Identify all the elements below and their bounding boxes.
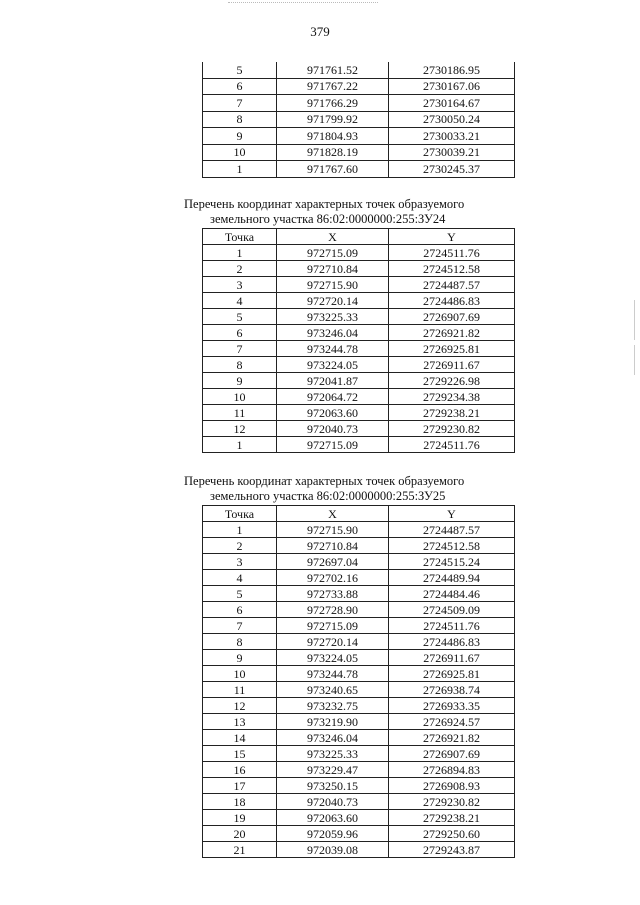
cell-y: 2730186.95 [389, 62, 515, 78]
cell-x: 972063.60 [277, 405, 389, 421]
scan-edge-mark [634, 300, 635, 340]
cell-x: 972039.08 [277, 842, 389, 858]
cell-y: 2729238.21 [389, 405, 515, 421]
cell-x: 972720.14 [277, 634, 389, 650]
cell-x: 972710.84 [277, 261, 389, 277]
cell-point: 6 [203, 602, 277, 618]
cell-point: 1 [203, 245, 277, 261]
cell-y: 2726938.74 [389, 682, 515, 698]
cell-x: 971767.60 [277, 161, 389, 178]
cell-y: 2724484.46 [389, 586, 515, 602]
cell-y: 2729226.98 [389, 373, 515, 389]
cell-x: 972702.16 [277, 570, 389, 586]
table-heading-line: Перечень координат характерных точек образуемого [184, 474, 465, 488]
cell-x: 971799.92 [277, 111, 389, 128]
cell-x: 972715.90 [277, 277, 389, 293]
cell-y: 2724512.58 [389, 261, 515, 277]
table-row [203, 682, 515, 698]
cell-point: 12 [203, 698, 277, 714]
table-row [203, 650, 515, 666]
table-row [203, 634, 515, 650]
cell-x: 972715.09 [277, 618, 389, 634]
cell-point: 3 [203, 554, 277, 570]
cell-point: 11 [203, 682, 277, 698]
cell-point: 13 [203, 714, 277, 730]
cell-y: 2724515.24 [389, 554, 515, 570]
cell-x: 972697.04 [277, 554, 389, 570]
cell-point: 11 [203, 405, 277, 421]
cell-x: 973224.05 [277, 650, 389, 666]
cell-x: 972715.09 [277, 437, 389, 453]
cell-y: 2724512.58 [389, 538, 515, 554]
table-header-row [203, 506, 515, 522]
header-point: Точка [203, 506, 277, 522]
table-row [203, 762, 515, 778]
cell-y: 2729243.87 [389, 842, 515, 858]
cell-point: 1 [203, 522, 277, 538]
cell-y: 2724511.76 [389, 437, 515, 453]
cell-y: 2730039.21 [389, 144, 515, 161]
table-heading-line: земельного участка 86:02:0000000:255:ЗУ25 [210, 489, 446, 503]
cell-point: 12 [203, 421, 277, 437]
cell-y: 2726911.67 [389, 357, 515, 373]
table-row [203, 421, 515, 437]
cell-y: 2724511.76 [389, 618, 515, 634]
coordinates-table-continued [202, 62, 515, 178]
cell-y: 2729250.60 [389, 826, 515, 842]
cell-point: 2 [203, 261, 277, 277]
coordinates-table-zu25 [202, 505, 515, 858]
cell-point: 2 [203, 538, 277, 554]
cell-point: 5 [203, 586, 277, 602]
table-row [203, 618, 515, 634]
table-row [203, 405, 515, 421]
cell-x: 972733.88 [277, 586, 389, 602]
cell-point: 18 [203, 794, 277, 810]
table-row [203, 586, 515, 602]
table-row [203, 325, 515, 341]
table-row [203, 309, 515, 325]
cell-point: 8 [203, 357, 277, 373]
cell-x: 971767.22 [277, 78, 389, 95]
cell-x: 972728.90 [277, 602, 389, 618]
cell-y: 2724486.83 [389, 634, 515, 650]
cell-y: 2730245.37 [389, 161, 515, 178]
cell-y: 2729238.21 [389, 810, 515, 826]
cell-x: 973224.05 [277, 357, 389, 373]
cell-y: 2726894.83 [389, 762, 515, 778]
cell-point: 1 [203, 437, 277, 453]
cell-y: 2724487.57 [389, 277, 515, 293]
table-row [203, 698, 515, 714]
table-row [203, 78, 515, 95]
table-row [203, 554, 515, 570]
table-heading-zu24 [184, 197, 484, 227]
cell-point: 6 [203, 325, 277, 341]
cell-y: 2730050.24 [389, 111, 515, 128]
table-heading-zu25 [184, 474, 484, 504]
cell-y: 2729234.38 [389, 389, 515, 405]
cell-point: 10 [203, 144, 277, 161]
cell-y: 2726911.67 [389, 650, 515, 666]
cell-point: 7 [203, 618, 277, 634]
cell-y: 2726907.69 [389, 309, 515, 325]
cell-point: 9 [203, 373, 277, 389]
cell-point: 6 [203, 78, 277, 95]
cell-y: 2726933.35 [389, 698, 515, 714]
cell-x: 972059.96 [277, 826, 389, 842]
cell-x: 973250.15 [277, 778, 389, 794]
table-row [203, 714, 515, 730]
cell-x: 972715.90 [277, 522, 389, 538]
table-row [203, 161, 515, 178]
cell-y: 2726908.93 [389, 778, 515, 794]
table-row [203, 128, 515, 145]
table-row [203, 277, 515, 293]
scan-edge-mark [634, 345, 635, 375]
cell-y: 2724511.76 [389, 245, 515, 261]
cell-point: 3 [203, 277, 277, 293]
table-row [203, 245, 515, 261]
cell-y: 2726921.82 [389, 325, 515, 341]
cell-x: 973246.04 [277, 730, 389, 746]
cell-point: 9 [203, 128, 277, 145]
table-row [203, 341, 515, 357]
cell-y: 2724487.57 [389, 522, 515, 538]
cell-y: 2726921.82 [389, 730, 515, 746]
table-row [203, 389, 515, 405]
cell-y: 2726907.69 [389, 746, 515, 762]
cell-y: 2726925.81 [389, 666, 515, 682]
cell-point: 4 [203, 293, 277, 309]
table-row [203, 778, 515, 794]
cell-point: 15 [203, 746, 277, 762]
table-heading-line: земельного участка 86:02:0000000:255:ЗУ24 [210, 212, 446, 226]
cell-x: 972720.14 [277, 293, 389, 309]
cell-point: 5 [203, 309, 277, 325]
cell-x: 972715.09 [277, 245, 389, 261]
cell-y: 2726925.81 [389, 341, 515, 357]
cell-x: 973244.78 [277, 341, 389, 357]
cell-y: 2730033.21 [389, 128, 515, 145]
cell-x: 973229.47 [277, 762, 389, 778]
cell-y: 2724489.94 [389, 570, 515, 586]
table-row [203, 730, 515, 746]
table-row [203, 522, 515, 538]
cell-x: 973246.04 [277, 325, 389, 341]
cell-y: 2729230.82 [389, 421, 515, 437]
table-row [203, 437, 515, 453]
cell-y: 2724509.09 [389, 602, 515, 618]
cell-point: 8 [203, 111, 277, 128]
cell-x: 971804.93 [277, 128, 389, 145]
table-header-row [203, 229, 515, 245]
cell-point: 21 [203, 842, 277, 858]
header-x: X [277, 229, 389, 245]
cell-y: 2726924.57 [389, 714, 515, 730]
cell-y: 2724486.83 [389, 293, 515, 309]
cell-x: 972040.73 [277, 794, 389, 810]
cell-x: 971761.52 [277, 62, 389, 78]
cell-point: 20 [203, 826, 277, 842]
cell-point: 7 [203, 341, 277, 357]
cell-y: 2730164.67 [389, 95, 515, 112]
header-x: X [277, 506, 389, 522]
table-row [203, 293, 515, 309]
cell-x: 973225.33 [277, 309, 389, 325]
cell-point: 7 [203, 95, 277, 112]
table-row [203, 111, 515, 128]
cell-x: 971766.29 [277, 95, 389, 112]
table-heading-line: Перечень координат характерных точек образуемого [184, 197, 465, 211]
cell-x: 972710.84 [277, 538, 389, 554]
table-row [203, 810, 515, 826]
table-row [203, 261, 515, 277]
cell-x: 973232.75 [277, 698, 389, 714]
page-number: 379 [310, 24, 330, 39]
table-row [203, 570, 515, 586]
cell-x: 973244.78 [277, 666, 389, 682]
cell-y: 2730167.06 [389, 78, 515, 95]
cell-x: 973240.65 [277, 682, 389, 698]
table-row [203, 373, 515, 389]
table-row [203, 746, 515, 762]
cell-point: 17 [203, 778, 277, 794]
table-row [203, 826, 515, 842]
cell-y: 2729230.82 [389, 794, 515, 810]
header-point: Точка [203, 229, 277, 245]
cell-point: 10 [203, 389, 277, 405]
cell-x: 972041.87 [277, 373, 389, 389]
table-row [203, 842, 515, 858]
cell-x: 972063.60 [277, 810, 389, 826]
cell-point: 1 [203, 161, 277, 178]
header-y: Y [389, 229, 515, 245]
cell-point: 14 [203, 730, 277, 746]
cell-x: 971828.19 [277, 144, 389, 161]
cell-x: 973225.33 [277, 746, 389, 762]
cell-point: 8 [203, 634, 277, 650]
cell-point: 9 [203, 650, 277, 666]
table-row [203, 538, 515, 554]
cell-point: 5 [203, 62, 277, 78]
header-y: Y [389, 506, 515, 522]
table-row [203, 794, 515, 810]
table-row [203, 95, 515, 112]
table-row [203, 357, 515, 373]
table-row [203, 666, 515, 682]
table-row [203, 62, 515, 78]
table-row [203, 602, 515, 618]
cell-x: 973219.90 [277, 714, 389, 730]
cell-x: 972064.72 [277, 389, 389, 405]
cell-x: 972040.73 [277, 421, 389, 437]
cell-point: 4 [203, 570, 277, 586]
coordinates-table-zu24 [202, 228, 515, 453]
table-row [203, 144, 515, 161]
cell-point: 19 [203, 810, 277, 826]
cell-point: 10 [203, 666, 277, 682]
scan-noise [228, 2, 378, 9]
cell-point: 16 [203, 762, 277, 778]
